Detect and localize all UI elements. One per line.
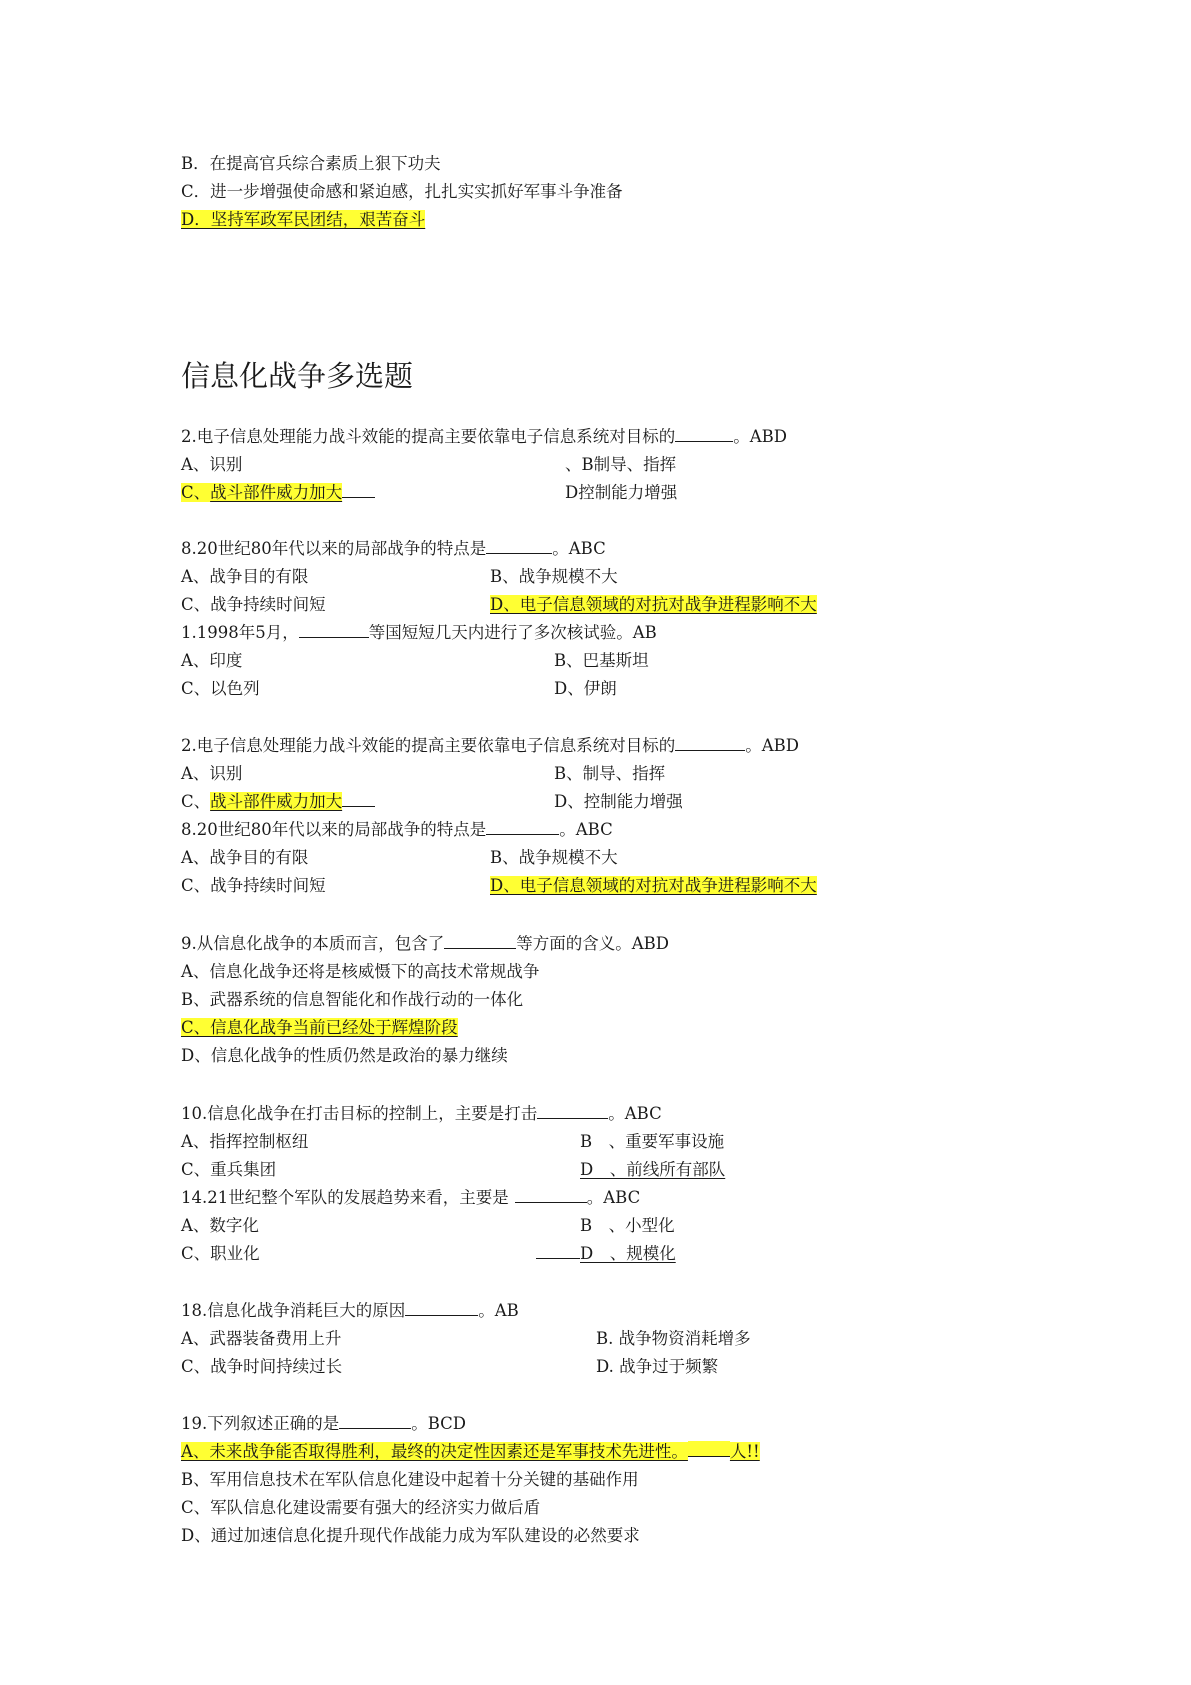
answer-highlight: D、电子信息领域的对抗对战争进程影响不大 <box>490 876 817 895</box>
answer-highlight: D、电子信息领域的对抗对战争进程影响不大 <box>490 595 817 614</box>
option-b: B. 战争物资消耗增多 <box>596 1329 751 1348</box>
option-d: D、通过加速信息化提升现代作战能力成为军队建设的必然要求 <box>181 1526 640 1545</box>
option-c: C、战斗部件威力加大 <box>181 482 375 504</box>
option-d: D 、规模化 <box>536 1243 676 1265</box>
option-b: B、武器系统的信息智能化和作战行动的一体化 <box>181 990 524 1009</box>
answer-highlight: 战斗部件威力加大 <box>210 792 343 811</box>
question-stem: 8.20世纪80年代以来的局部战争的特点是 。ABC <box>181 539 606 558</box>
option-b: B、战争规模不大 <box>490 567 618 586</box>
option-b: B、军用信息技术在军队信息化建设中起着十分关键的基础作用 <box>181 1470 639 1489</box>
option-d: D、信息化战争的性质仍然是政治的暴力继续 <box>181 1046 508 1065</box>
question-stem: 9.从信息化战争的本质而言，包含了 等方面的含义。ABD <box>181 934 670 953</box>
question-stem: 10.信息化战争在打击目标的控制上，主要是打击 。ABC <box>181 1104 662 1123</box>
option-b: 、B制导、指挥 <box>565 455 677 474</box>
section-title: 信息化战争多选题 <box>181 359 414 393</box>
option-b: B 、小型化 <box>580 1216 675 1235</box>
option-line: C．进一步增强使命感和紧迫感，扎扎实实抓好军事斗争准备 <box>181 182 623 201</box>
option-d <box>490 875 817 897</box>
answer-highlight: A、未来战争能否取得胜利，最终的决定性因素还是军事技术先进性。 <box>181 1442 688 1461</box>
option-c: C、以色列 <box>181 679 260 698</box>
option-c: C、战争持续时间短 <box>181 595 326 614</box>
option-a: A、信息化战争还将是核威慑下的高技术常规战争 <box>181 962 540 981</box>
option-a: A、印度 <box>181 651 243 670</box>
option-b: B 、重要军事设施 <box>580 1132 725 1151</box>
answer-highlight: D．坚持军政军民团结，艰苦奋斗 <box>181 210 426 229</box>
option-d: D、控制能力增强 <box>554 792 683 811</box>
question-stem: 2.电子信息处理能力战斗效能的提高主要依靠电子信息系统对目标的 。ABD <box>181 427 788 446</box>
option-d: D控制能力增强 <box>565 483 678 502</box>
option-c: C、战争持续时间短 <box>181 876 326 895</box>
option-d <box>490 594 817 616</box>
option-line-answer <box>181 209 425 231</box>
option-a: A、未来战争能否取得胜利，最终的决定性因素还是军事技术先进性。 人!! <box>181 1442 760 1461</box>
option-d: D、伊朗 <box>554 679 617 698</box>
option-a: A、战争目的有限 <box>181 848 309 867</box>
option-c: C、重兵集团 <box>181 1160 277 1179</box>
option-a: A、指挥控制枢纽 <box>181 1132 309 1151</box>
question-stem: 2.电子信息处理能力战斗效能的提高主要依靠电子信息系统对目标的 。ABD <box>181 736 800 755</box>
option-c: C、战斗部件威力加大 <box>181 791 375 813</box>
question-stem: 8.20世纪80年代以来的局部战争的特点是 。ABC <box>181 820 613 839</box>
option-a: A、武器装备费用上升 <box>181 1329 342 1348</box>
answer-highlight: 战斗部件威力加大 <box>210 483 343 502</box>
option-d: D. 战争过于频繁 <box>596 1357 719 1376</box>
option-d: D 、前线所有部队 <box>580 1160 726 1179</box>
option-a: A、识别 <box>181 764 243 783</box>
option-b: B、制导、指挥 <box>554 764 666 783</box>
option-c: C、战争时间持续过长 <box>181 1357 343 1376</box>
option-a: A、识别 <box>181 455 243 474</box>
question-stem: 14.21世纪整个军队的发展趋势来看，主要是 。ABC <box>181 1188 641 1207</box>
option-b: B、巴基斯坦 <box>554 651 649 670</box>
option-b: B、战争规模不大 <box>490 848 618 867</box>
option-c <box>181 1017 458 1039</box>
answer-highlight: C、信息化战争当前已经处于辉煌阶段 <box>181 1018 458 1037</box>
option-c: C、职业化 <box>181 1244 260 1263</box>
option-a: A、数字化 <box>181 1216 259 1235</box>
option-a: A、战争目的有限 <box>181 567 309 586</box>
question-stem: 19.下列叙述正确的是 。BCD <box>181 1414 467 1433</box>
question-stem: 18.信息化战争消耗巨大的原因 。AB <box>181 1301 519 1320</box>
option-line: B．在提高官兵综合素质上狠下功夫 <box>181 154 441 173</box>
question-stem: 1.1998年5月， 等国短短几天内进行了多次核试验。AB <box>181 623 657 642</box>
option-c: C、军队信息化建设需要有强大的经济实力做后盾 <box>181 1498 541 1517</box>
